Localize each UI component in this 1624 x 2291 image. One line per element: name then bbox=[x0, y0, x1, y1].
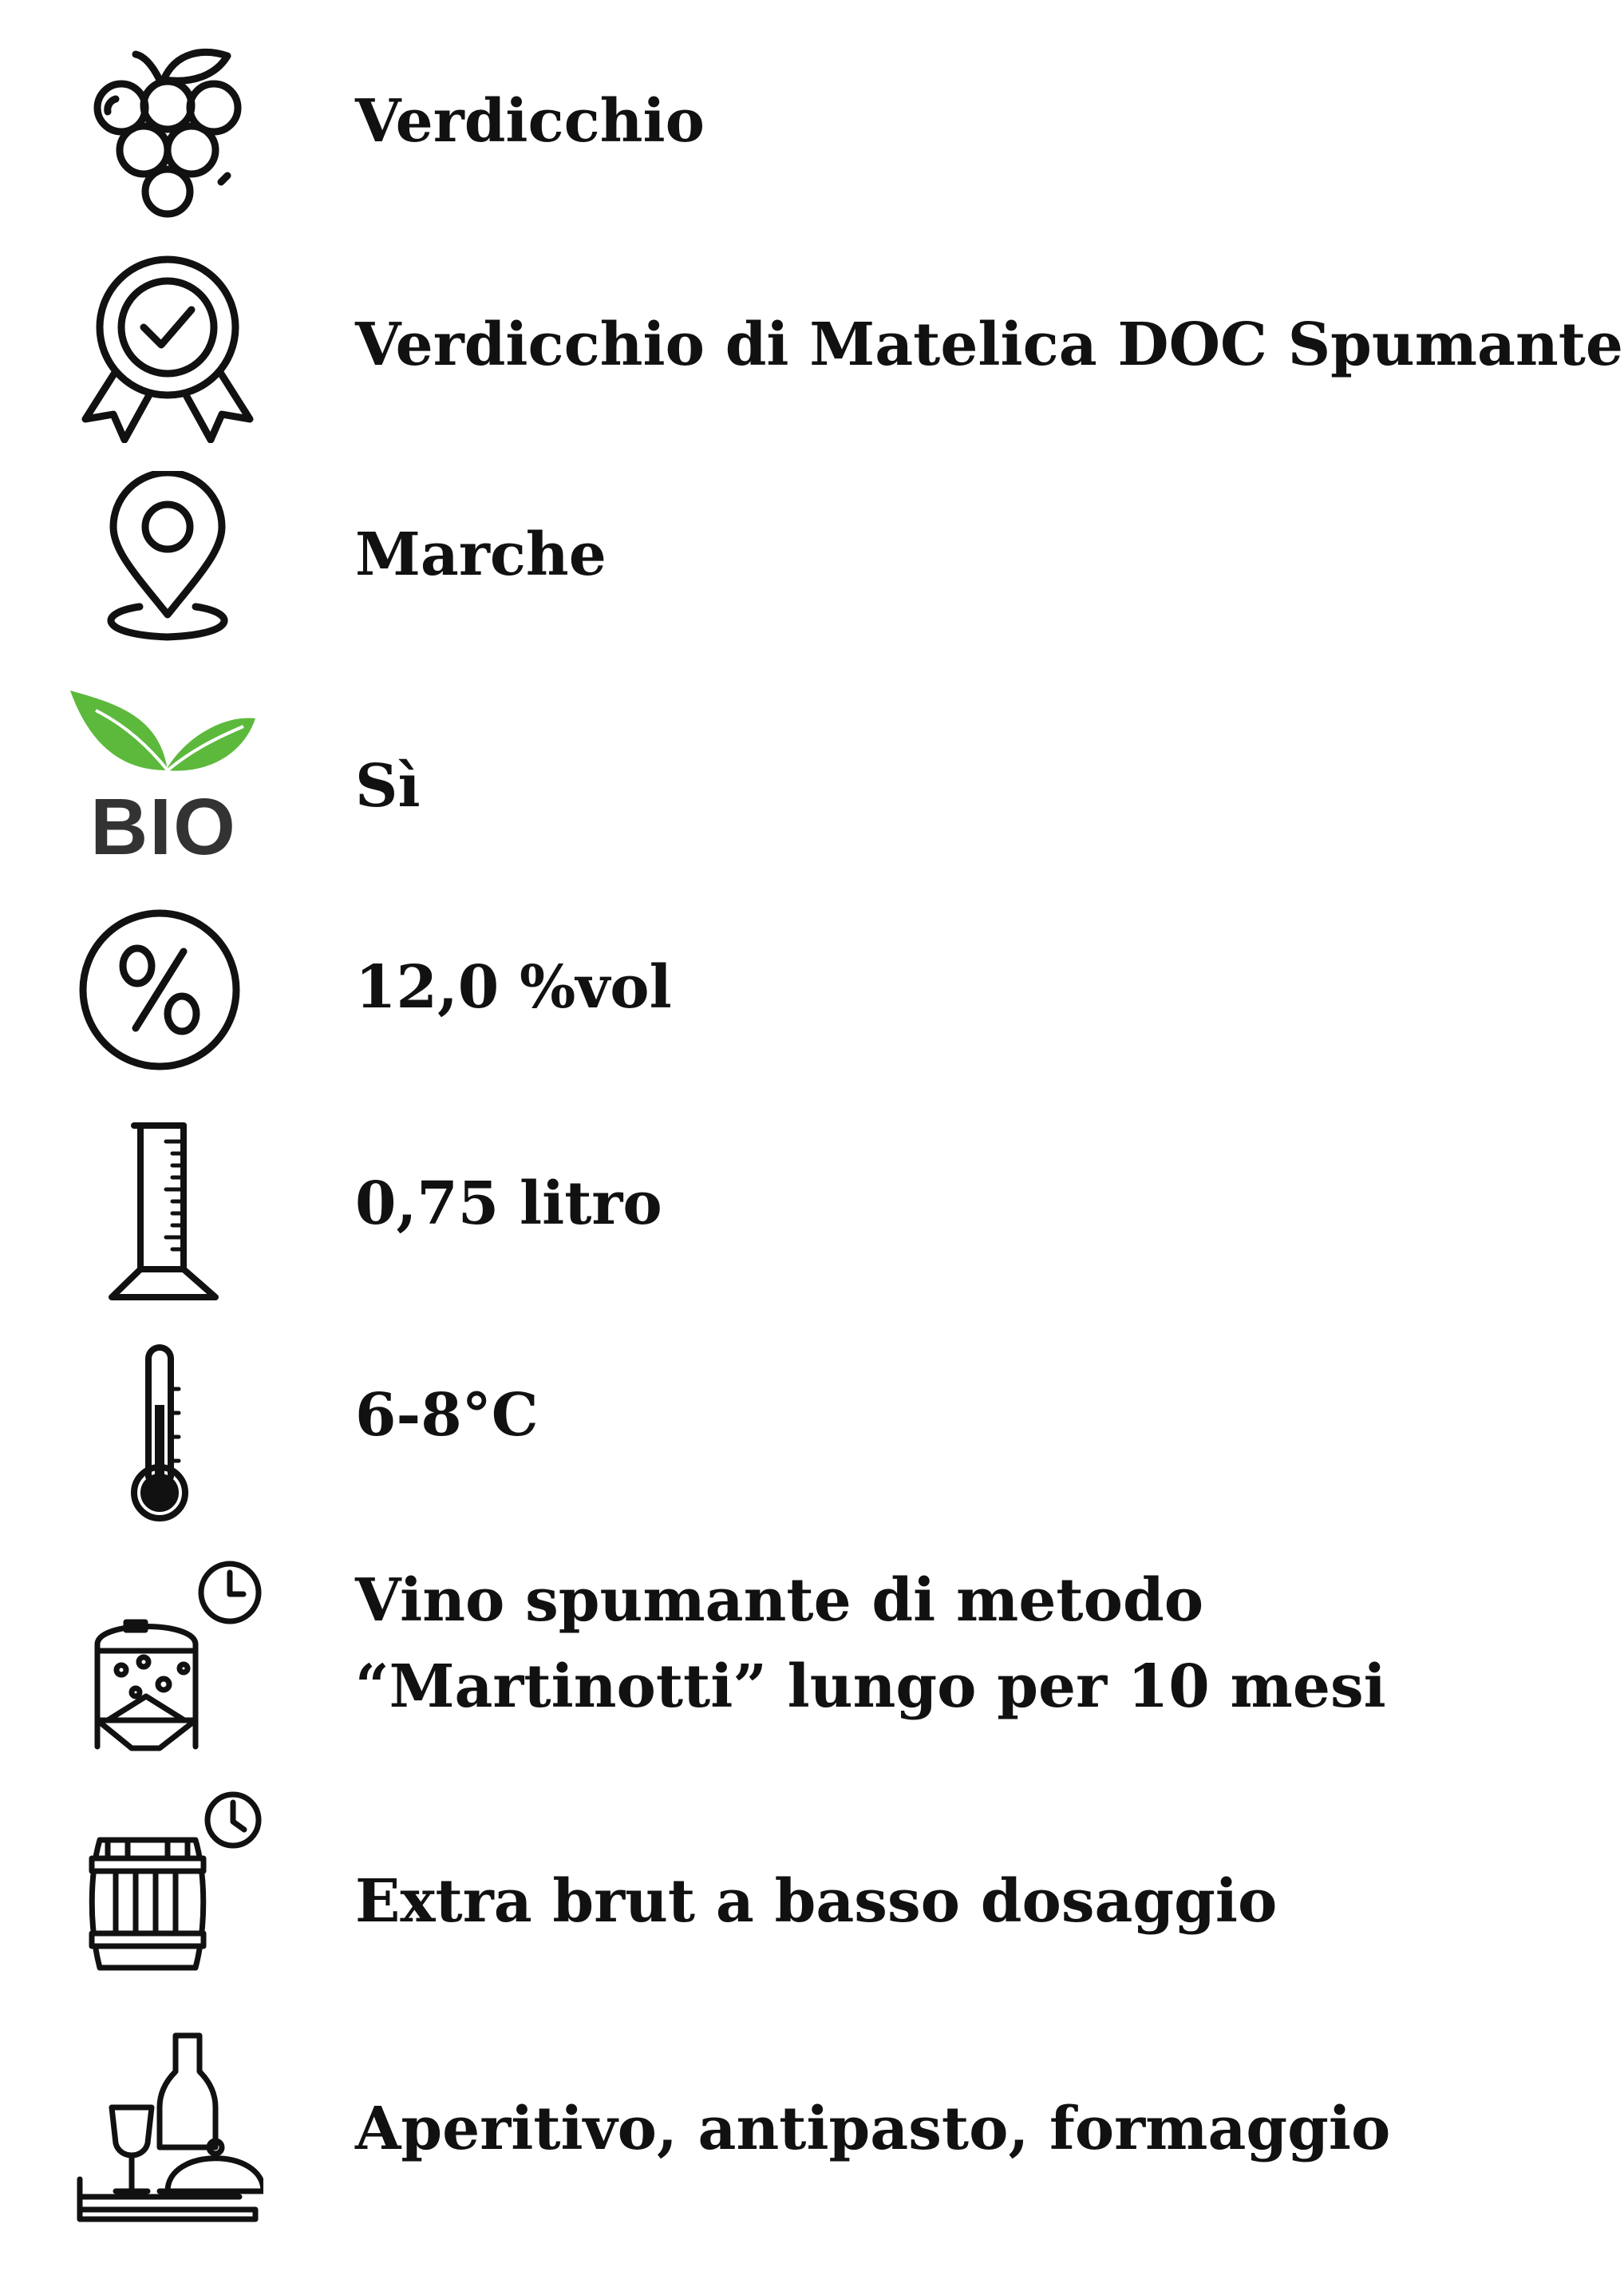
grape-icon bbox=[64, 32, 263, 224]
spec-label-grape: Verdicchio bbox=[355, 87, 705, 156]
barrel-clock-icon bbox=[64, 1788, 263, 1988]
spec-label-dosage: Extra brut a basso dosaggio bbox=[355, 1867, 1278, 1936]
award-ribbon-icon bbox=[64, 251, 263, 443]
spec-row-method bbox=[0, 1557, 1624, 1756]
location-pin-icon bbox=[64, 471, 263, 655]
graduated-cylinder-icon bbox=[64, 1118, 263, 1309]
fermentation-tank-clock-icon bbox=[64, 1557, 263, 1756]
spec-label-organic: Sì bbox=[355, 752, 421, 821]
spec-label-volume: 0,75 litro bbox=[355, 1169, 662, 1238]
spec-row-temperature bbox=[0, 1341, 1624, 1533]
spec-label-temperature: 6-8°C bbox=[355, 1381, 539, 1450]
spec-label-alcohol: 12,0 %vol bbox=[355, 953, 672, 1022]
thermometer-icon bbox=[64, 1341, 263, 1533]
spec-row-denomination bbox=[0, 251, 1624, 443]
bio-icon-text: BIO bbox=[90, 782, 237, 866]
spec-row-alcohol bbox=[0, 902, 1624, 1078]
spec-label-method-line1: Vino spumante di metodo bbox=[355, 1566, 1204, 1635]
spec-row-volume bbox=[0, 1118, 1624, 1309]
spec-label-region: Marche bbox=[355, 520, 607, 589]
spec-row-dosage bbox=[0, 1788, 1624, 1988]
spec-row-organic bbox=[0, 683, 1624, 866]
spec-row-region bbox=[0, 471, 1624, 655]
spec-label-denomination: Verdicchio di Matelica DOC Spumante bbox=[355, 311, 1624, 379]
spec-row-grape bbox=[0, 32, 1624, 224]
spec-row-pairing bbox=[0, 2028, 1624, 2235]
spec-label-method-line2: “Martinotti” lungo per 10 mesi bbox=[355, 1652, 1386, 1721]
food-pairing-icon bbox=[64, 2028, 263, 2235]
spec-label-pairing: Aperitivo, antipasto, formaggio bbox=[355, 2095, 1391, 2163]
percent-icon bbox=[64, 902, 263, 1078]
bio-leaf-icon bbox=[64, 683, 263, 866]
